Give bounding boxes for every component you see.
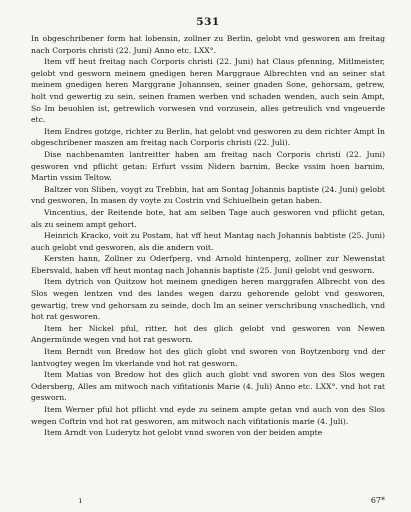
- paragraph: Heinrich Kracko, voit zu Postam, hat vff heut Mantag nach Johannis babtiste (25. Juni) auch gelobt vnd gesworen, als die andern voit.: [31, 231, 385, 252]
- paragraph: In obgeschribener form hat lobensin, zollner zu Berlin, gelobt vnd gesworen am freitag nach Corporis christi (22. Juni) Anno etc. LXX°.: [31, 34, 385, 55]
- document-body: [31, 33, 385, 439]
- paragraph: Item Endres gotzge, richter zu Berlin, hat gelobt vnd gesworen zu dem richter Ampt In obgeschribener maszen am freitag nach Corporis christi (22. Juli).: [31, 126, 385, 148]
- page-footer: [31, 496, 385, 505]
- paragraph: Item vff heut freitag nach Corporis christi (22. Juni) hat Claus pfenning, Mitlmeister, gelobt vnd gesworn meinem gnedigen heren Marggraue Albrechten vnd an seiner stat meinem gnedigen heren Marggrane Johannsen, seiner gnaden Sone, gehorsam, getrew, holt vnd gewertig zu sein, seinen framen werben vnd schaden wenden, auch sein Ampt, So Im beuohlen ist, getrewlich vorwesen vnd vorzusein, alles getreulich vnd vngeuerde etc.: [31, 57, 385, 125]
- paragraph: Item Matias von Bredow hot des glich auch globt vnd sworen von des Slos wegen Odersberg, Alles am mitwoch nach vifitationis Marie (4. Juli) Anno etc. LXX°. vnd hot rat gesworn.: [31, 370, 385, 403]
- paragraph: Baltzer von Sliben, voygt zu Trebbin, hat am Sontag Johannis baptiste (24. Juni) gelobt vnd gesworen, In masen dy voyte zu Costrin vnd Schiuelbein getan haben.: [31, 184, 385, 206]
- paragraph: Item Arndt von Luderytz hot gelobt vnnd sworen von der beiden ampte: [44, 428, 323, 438]
- footer-mark: ı: [79, 496, 82, 505]
- paragraph: Vincentius, der Reitende bote, hat am selben Tage auch gesworen vnd pflicht getan, als zu seinem ampt gehort.: [31, 207, 385, 229]
- paragraph: Item Berndt von Bredow hot des glich globt vnd sworen von Boytzenborg vnd der lantvogtey wegen Im vkerlande vnd hot rat gesworn.: [31, 347, 385, 368]
- paragraph: Item dytrich von Quitzow hot meinem gnedigen heren marggrafen Albrecht von des Slos wegen lentzen vnd des landes wegen darzu gehorende gelobt vnd gesworen, gewartig, trew vnd gehorsam zu seinde, doch Im an seiner verschribung vnschedlich, vnd hot rat gesworen.: [31, 277, 385, 322]
- paragraph: Kersten hann, Zollner zu Oderfperg, vnd Arnold hintenperg, zollner zur Newenstat Ebersvald, haben vff heut montag nach Johannis baptiste (25. Juni) gelobt vnd gesworn.: [31, 254, 385, 275]
- paragraph: Item Werner pful hot pflicht vnd eyde zu seinem ampte getan vnd auch von des Slos wegen Coftrin vnd hot rat gesworen, am mitwoch nach vifitationis marie (4. Juli).: [31, 405, 385, 426]
- page-number: 531: [196, 16, 220, 28]
- paragraph: Item her Nickel pful, ritter, hot des glich gelobt vnd gesworen von Newen Angermünde wegen vnd hot rat gesworn.: [31, 323, 385, 345]
- signature-mark: 67*: [370, 496, 385, 505]
- paragraph: Dise nachbenamten lantreitter haben am freitag nach Corporis christi (22. Juni) gesworen vnd pflicht getan: Erfurt vssim Nidern barnim, Becke vssim hoen barnim, Martin vssim Teltow.: [31, 149, 385, 183]
